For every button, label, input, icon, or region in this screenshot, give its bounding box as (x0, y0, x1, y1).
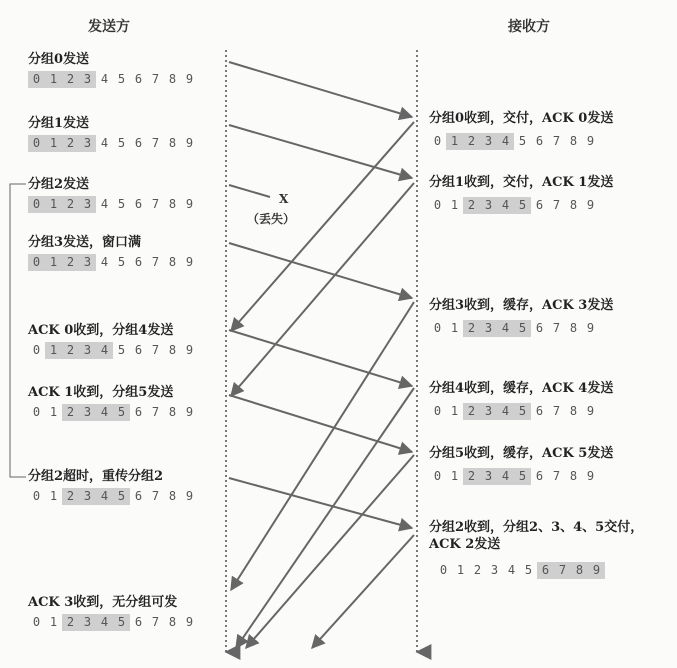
seq-number: 0 (433, 198, 442, 212)
sender-window (28, 404, 198, 421)
seq-number: 3 (83, 197, 92, 211)
seq-number: 8 (569, 321, 578, 335)
seq-number: 7 (552, 134, 561, 148)
seq-number: 2 (467, 134, 476, 148)
seq-number: 1 (450, 469, 459, 483)
seq-number: 1 (49, 343, 58, 357)
seq-number: 3 (484, 321, 493, 335)
sender-window (28, 614, 198, 631)
seq-number: 0 (32, 136, 41, 150)
receiver-window (429, 403, 599, 420)
seq-number: 5 (518, 321, 527, 335)
seq-number: 9 (185, 136, 194, 150)
seq-number: 2 (66, 136, 75, 150)
seq-number: 7 (151, 343, 160, 357)
seq-number: 6 (535, 198, 544, 212)
seq-number: 6 (535, 321, 544, 335)
seq-number: 1 (456, 563, 465, 577)
seq-number: 9 (185, 343, 194, 357)
receiver-window (429, 320, 599, 337)
loss-x-mark: X (279, 192, 289, 206)
seq-number: 0 (433, 134, 442, 148)
seq-number: 3 (484, 134, 493, 148)
seq-number: 5 (117, 343, 126, 357)
seq-number: 8 (168, 405, 177, 419)
sender-event-label: 分组0发送 (28, 52, 90, 67)
sender-header: 发送方 (88, 19, 130, 35)
seq-number: 4 (501, 198, 510, 212)
seq-number: 9 (185, 615, 194, 629)
sender-window (28, 196, 198, 213)
receiver-header: 接收方 (508, 19, 550, 35)
seq-number: 7 (151, 615, 160, 629)
sender-event-label: 分组3发送，窗口满 (28, 235, 142, 250)
seq-number: 4 (100, 136, 109, 150)
seq-number: 1 (49, 615, 58, 629)
seq-number: 4 (507, 563, 516, 577)
seq-number: 3 (83, 489, 92, 503)
seq-number: 0 (32, 405, 41, 419)
seq-number: 4 (100, 615, 109, 629)
receiver-event-label: 分组5收到，缓存，ACK 5发送 (429, 446, 614, 461)
sender-window (28, 342, 198, 359)
seq-number: 0 (32, 489, 41, 503)
seq-number: 3 (83, 136, 92, 150)
seq-number: 6 (134, 136, 143, 150)
seq-number: 1 (49, 136, 58, 150)
seq-number: 1 (450, 321, 459, 335)
seq-number: 8 (168, 197, 177, 211)
seq-number: 2 (66, 255, 75, 269)
seq-number: 6 (134, 255, 143, 269)
receiver-window (429, 468, 599, 485)
seq-number: 7 (552, 198, 561, 212)
seq-number: 5 (117, 136, 126, 150)
seq-number: 7 (151, 197, 160, 211)
seq-number: 1 (450, 134, 459, 148)
seq-number: 5 (518, 404, 527, 418)
seq-number: 3 (484, 198, 493, 212)
seq-number: 1 (49, 405, 58, 419)
seq-number: 5 (117, 489, 126, 503)
seq-number: 4 (100, 197, 109, 211)
sender-window (28, 254, 198, 271)
packet-4-arrow (229, 330, 412, 386)
seq-number: 3 (83, 255, 92, 269)
seq-number: 8 (569, 134, 578, 148)
seq-number: 7 (552, 321, 561, 335)
seq-number: 5 (117, 255, 126, 269)
seq-number: 2 (473, 563, 482, 577)
seq-number: 0 (433, 404, 442, 418)
sender-event-label: ACK 3收到，无分组可发 (28, 595, 178, 610)
seq-number: 5 (117, 405, 126, 419)
seq-number: 0 (32, 615, 41, 629)
seq-number: 6 (134, 615, 143, 629)
seq-number: 1 (450, 404, 459, 418)
sender-event-label: ACK 1收到，分组5发送 (28, 385, 174, 400)
receiver-window (429, 133, 599, 150)
sender-event-label: 分组2超时，重传分组2 (28, 469, 164, 484)
seq-number: 9 (185, 405, 194, 419)
seq-number: 9 (586, 321, 595, 335)
receiver-event-label: 分组3收到，缓存，ACK 3发送 (429, 298, 614, 313)
receiver-event-label: 分组4收到，缓存，ACK 4发送 (429, 381, 614, 396)
seq-number: 4 (501, 321, 510, 335)
seq-number: 5 (117, 197, 126, 211)
seq-number: 4 (100, 489, 109, 503)
seq-number: 3 (83, 405, 92, 419)
seq-number: 2 (66, 197, 75, 211)
receiver-event-label: 分组0收到，交付，ACK 0发送 (429, 111, 614, 126)
seq-number: 7 (151, 72, 160, 86)
seq-number: 1 (49, 489, 58, 503)
seq-number: 8 (168, 343, 177, 357)
seq-number: 3 (83, 615, 92, 629)
seq-number: 8 (575, 563, 584, 577)
ack-5-arrow (246, 455, 414, 648)
seq-number: 6 (535, 404, 544, 418)
sender-event-label: 分组1发送 (28, 116, 90, 131)
seq-number: 3 (83, 72, 92, 86)
seq-number: 8 (569, 404, 578, 418)
packet-2-lost-arrow (229, 185, 270, 197)
seq-number: 3 (484, 404, 493, 418)
seq-number: 1 (49, 72, 58, 86)
seq-number: 8 (569, 198, 578, 212)
seq-number: 6 (134, 72, 143, 86)
seq-number: 5 (518, 469, 527, 483)
seq-number: 8 (168, 72, 177, 86)
seq-number: 9 (185, 197, 194, 211)
sender-window (28, 488, 198, 505)
seq-number: 9 (586, 198, 595, 212)
seq-number: 6 (134, 343, 143, 357)
seq-number: 8 (569, 469, 578, 483)
seq-number: 3 (490, 563, 499, 577)
seq-number: 0 (433, 469, 442, 483)
seq-number: 5 (518, 134, 527, 148)
seq-number: 1 (49, 197, 58, 211)
seq-number: 7 (151, 136, 160, 150)
seq-number: 5 (518, 198, 527, 212)
seq-number: 1 (450, 198, 459, 212)
seq-number: 0 (32, 197, 41, 211)
seq-number: 9 (185, 72, 194, 86)
seq-number: 4 (501, 404, 510, 418)
seq-number: 2 (66, 405, 75, 419)
seq-number: 7 (151, 489, 160, 503)
seq-number: 9 (586, 404, 595, 418)
seq-number: 4 (501, 469, 510, 483)
seq-number: 9 (592, 563, 601, 577)
receiver-window (429, 197, 599, 214)
seq-number: 6 (134, 197, 143, 211)
seq-number: 2 (66, 489, 75, 503)
seq-number: 2 (467, 404, 476, 418)
seq-number: 3 (484, 469, 493, 483)
seq-number: 2 (66, 72, 75, 86)
seq-number: 3 (83, 343, 92, 357)
seq-number: 7 (151, 405, 160, 419)
seq-number: 1 (49, 255, 58, 269)
packet-3-arrow (229, 243, 412, 298)
seq-number: 4 (100, 405, 109, 419)
seq-number: 8 (168, 136, 177, 150)
seq-number: 9 (586, 134, 595, 148)
seq-number: 2 (467, 321, 476, 335)
seq-number: 0 (32, 343, 41, 357)
loss-label: （丢失） (247, 212, 296, 226)
seq-number: 7 (552, 469, 561, 483)
packet-0-arrow (229, 62, 412, 117)
seq-number: 9 (586, 469, 595, 483)
seq-number: 9 (185, 255, 194, 269)
sender-window (28, 71, 198, 88)
seq-number: 0 (433, 321, 442, 335)
seq-number: 2 (66, 615, 75, 629)
seq-number: 0 (439, 563, 448, 577)
timeout-bracket (10, 184, 26, 477)
packet-5-arrow (229, 395, 412, 452)
receiver-event-label: 分组2收到，分组2、3、4、5交付， (429, 520, 644, 535)
seq-number: 5 (524, 563, 533, 577)
seq-number: 6 (535, 134, 544, 148)
seq-number: 2 (467, 198, 476, 212)
sender-window (28, 135, 198, 152)
seq-number: 4 (100, 255, 109, 269)
receiver-window (435, 562, 605, 579)
ack-2-arrow (312, 535, 414, 648)
seq-number: 6 (535, 469, 544, 483)
seq-number: 0 (32, 255, 41, 269)
packet-2-retransmit-arrow (229, 478, 412, 528)
seq-number: 7 (552, 404, 561, 418)
sender-event-label: 分组2发送 (28, 177, 90, 192)
seq-number: 4 (501, 134, 510, 148)
seq-number: 6 (541, 563, 550, 577)
seq-number: 2 (66, 343, 75, 357)
packet-1-arrow (229, 125, 412, 178)
seq-number: 4 (100, 343, 109, 357)
seq-number: 0 (32, 72, 41, 86)
ack-4-arrow (236, 388, 414, 648)
seq-number: 6 (134, 489, 143, 503)
seq-number: 8 (168, 489, 177, 503)
seq-number: 5 (117, 72, 126, 86)
seq-number: 7 (558, 563, 567, 577)
seq-number: 7 (151, 255, 160, 269)
seq-number: 2 (467, 469, 476, 483)
receiver-event-label: 分组1收到，交付，ACK 1发送 (429, 175, 614, 190)
seq-number: 6 (134, 405, 143, 419)
seq-number: 4 (100, 72, 109, 86)
seq-number: 8 (168, 615, 177, 629)
seq-number: 5 (117, 615, 126, 629)
seq-number: 9 (185, 489, 194, 503)
sender-event-label: ACK 0收到，分组4发送 (28, 323, 174, 338)
receiver-event-label-line2: ACK 2发送 (429, 537, 501, 552)
seq-number: 8 (168, 255, 177, 269)
ack-3-arrow (231, 302, 414, 590)
